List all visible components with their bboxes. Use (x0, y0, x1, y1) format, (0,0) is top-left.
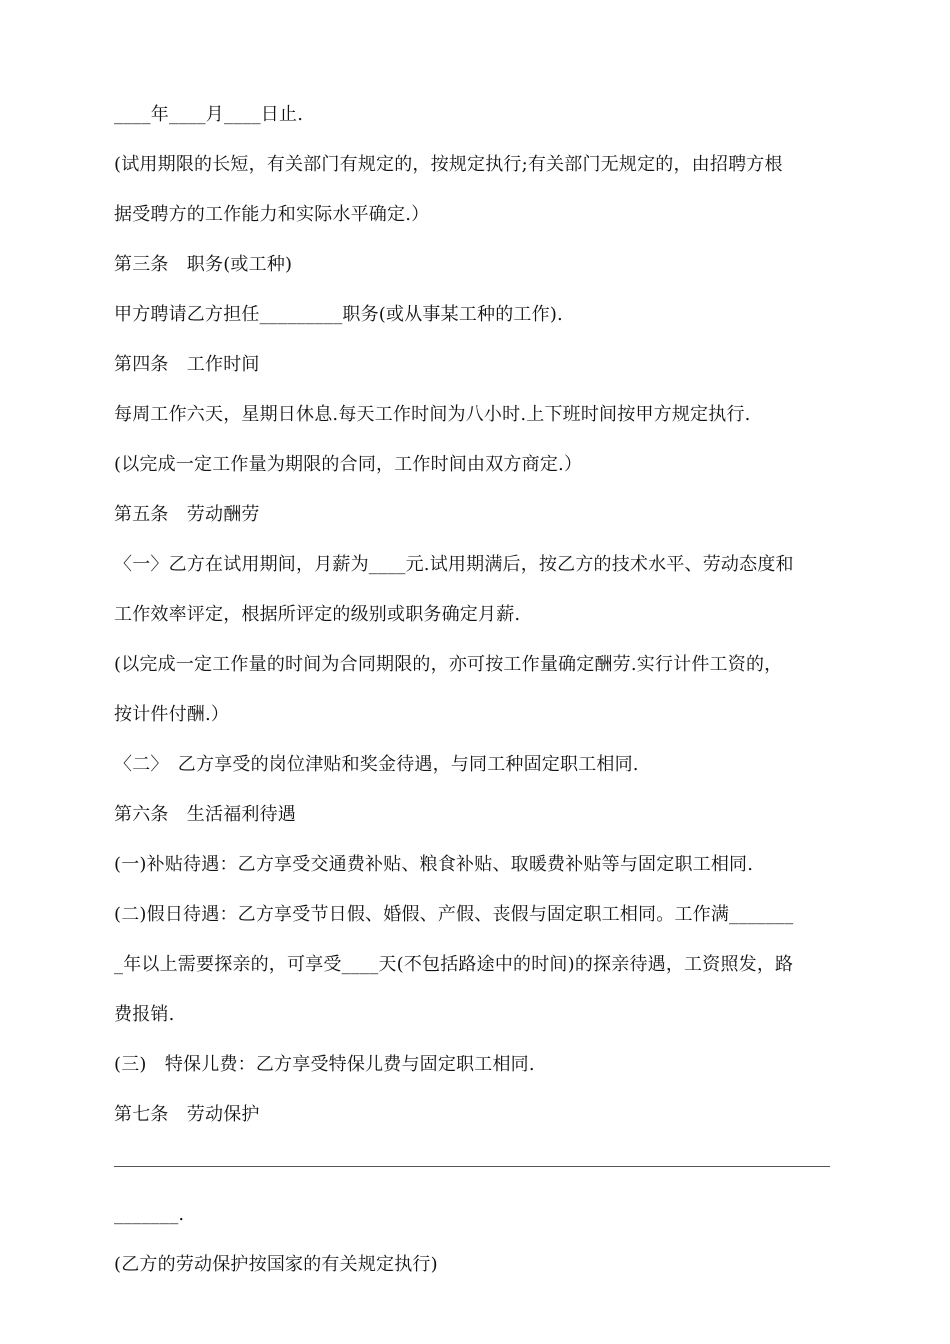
term-end-date-line: ____年____月____日止. (114, 104, 304, 125)
article-4-body: 每周工作六天，星期日休息.每天工作时间为八小时.上下班时间按甲方规定执行. (114, 404, 751, 425)
article-5-note-line-2: 按计件付酬.） (114, 704, 230, 725)
article-4-note: (以完成一定工作量为期限的合同，工作时间由双方商定.） (114, 454, 583, 475)
article-6-item-2-line-2: _年以上需要探亲的，可享受____天(不包括路途中的时间)的探亲待遇，工资照发，路 (114, 954, 794, 975)
article-5-note-line-1: (以完成一定工作量的时间为合同期限的，亦可按工作量确定酬劳.实行计件工资的， (114, 654, 783, 675)
article-7-blank-end: _______. (114, 1204, 185, 1225)
fill-in-blank-rule (114, 1166, 830, 1167)
article-5-item-1-line-1: 〈一〉乙方在试用期间，月薪为____元.试用期满后，按乙方的技术水平、劳动态度和 (114, 554, 794, 575)
article-5-item-1-line-2: 工作效率评定，根据所评定的级别或职务确定月薪. (114, 604, 521, 625)
article-5-heading: 第五条 劳动酬劳 (114, 504, 260, 525)
article-6-item-2-line-3: 费报销. (114, 1004, 175, 1025)
article-5-item-2: 〈二〉 乙方享受的岗位津贴和奖金待遇，与同工种固定职工相同. (114, 754, 639, 775)
article-3-body: 甲方聘请乙方担任_________职务(或从事某工种的工作). (114, 304, 563, 325)
article-4-heading: 第四条 工作时间 (114, 354, 260, 375)
article-6-item-3: (三) 特保儿费：乙方享受特保儿费与固定职工相同. (114, 1054, 535, 1075)
article-3-heading: 第三条 职务(或工种) (114, 254, 293, 275)
article-7-heading: 第七条 劳动保护 (114, 1104, 260, 1125)
article-6-item-2-line-1: (二)假日待遇：乙方享受节日假、婚假、产假、丧假与固定职工相同。工作满_______ (114, 904, 794, 925)
article-7-note: (乙方的劳动保护按国家的有关规定执行) (114, 1254, 438, 1275)
probation-note-line-1: (试用期限的长短，有关部门有规定的，按规定执行;有关部门无规定的，由招聘方根 (114, 154, 783, 175)
article-6-heading: 第六条 生活福利待遇 (114, 804, 296, 825)
article-6-item-1: (一)补贴待遇：乙方享受交通费补贴、粮食补贴、取暖费补贴等与固定职工相同. (114, 854, 754, 875)
probation-note-line-2: 据受聘方的工作能力和实际水平确定.） (114, 204, 430, 225)
